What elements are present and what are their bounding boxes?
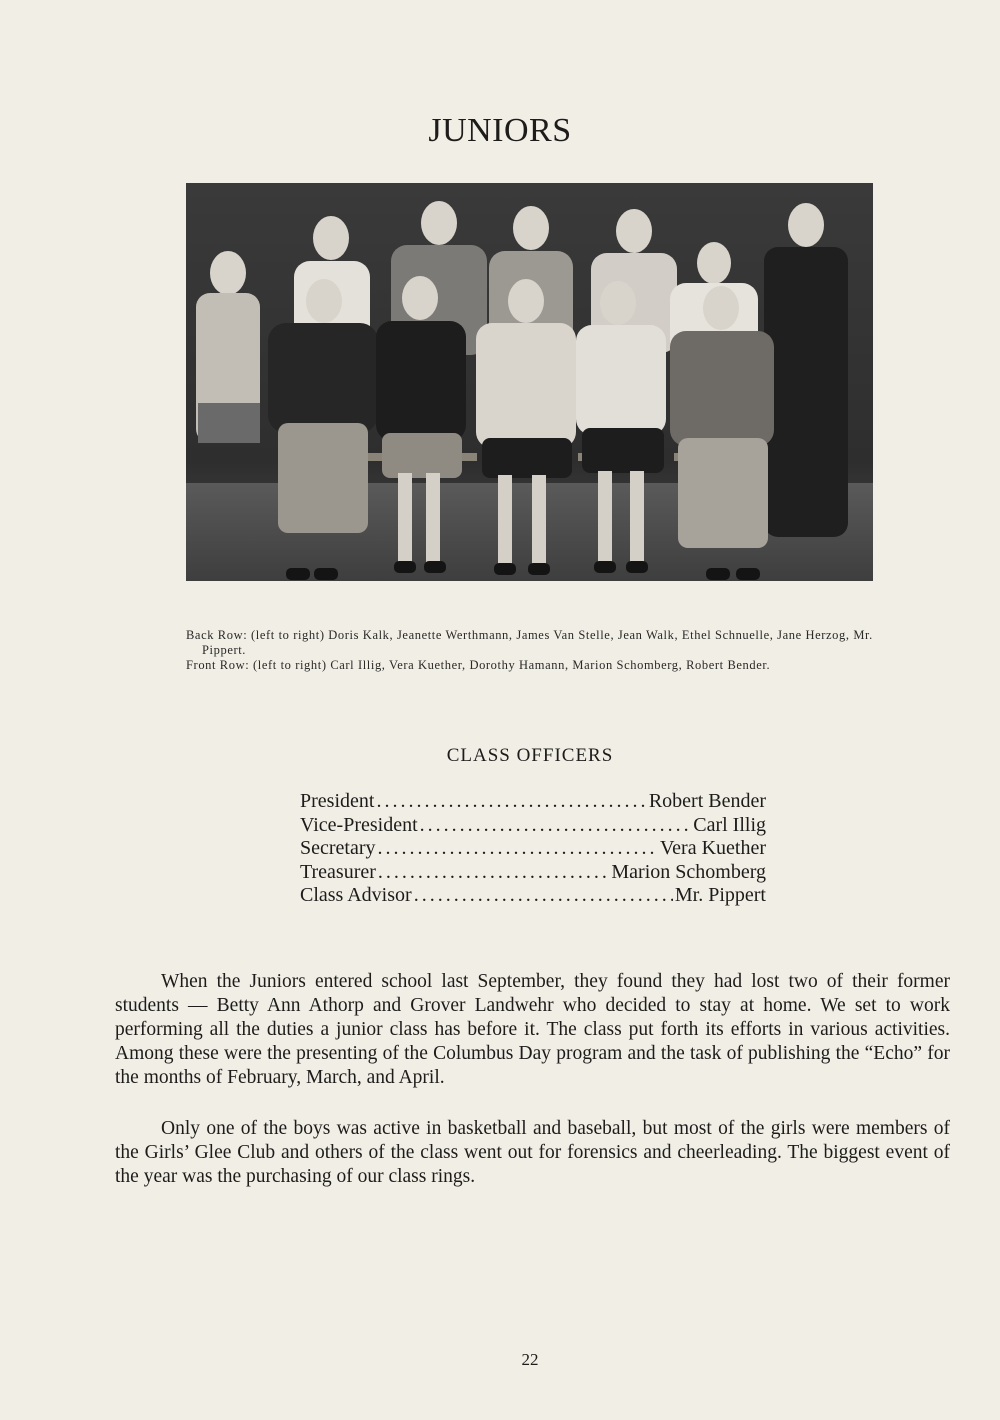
officer-name: Carl Illig bbox=[693, 813, 766, 836]
officer-row bbox=[300, 814, 766, 838]
leader-dots bbox=[414, 884, 673, 908]
officer-row bbox=[300, 884, 766, 908]
class-officers-list bbox=[300, 790, 766, 908]
leader-dots bbox=[420, 814, 692, 838]
class-officers-heading: CLASS OFFICERS bbox=[446, 745, 614, 766]
photo-caption bbox=[186, 628, 886, 673]
class-photo-image bbox=[186, 183, 873, 581]
officer-role: Treasurer bbox=[300, 860, 376, 883]
officer-row bbox=[300, 790, 766, 814]
officer-name: Marion Schomberg bbox=[611, 860, 766, 883]
leader-dots bbox=[378, 837, 658, 861]
officer-role: Class Advisor bbox=[300, 884, 412, 906]
officer-name: Vera Kuether bbox=[659, 837, 766, 859]
officer-row bbox=[300, 837, 766, 861]
leader-dots bbox=[378, 861, 609, 885]
paragraph: Only one of the boys was active in basketball and baseball, but most of the girls were members of the Girls’ Glee Club and others of the class went out for forensics and cheerleading. The biggest event of the year was the purchasing of our class rings. bbox=[115, 1118, 950, 1187]
body-text bbox=[115, 970, 950, 1216]
officer-role: Vice-President bbox=[300, 813, 418, 836]
page-title: JUNIORS bbox=[428, 112, 572, 149]
caption-front-row: Front Row: (left to right) Carl Illig, Vera Kuether, Dorothy Hamann, Marion Schomberg, Robert Bender. bbox=[186, 658, 771, 672]
paragraph: When the Juniors entered school last September, they found they had lost two of their former students — Betty Ann Athorp and Grover Landwehr who decided to stay at home. We set to work performing all the duties a junior class has before it. The class put forth its efforts in various activities. Among these were the presenting of the Columbus Day program and the task of publishing the “Echo” for the months of February, March, and April. bbox=[115, 971, 950, 1088]
officer-row bbox=[300, 861, 766, 885]
officer-name: Mr. Pippert bbox=[674, 884, 766, 906]
caption-back-row: Back Row: (left to right) Doris Kalk, Jeanette Werthmann, James Van Stelle, Jean Walk, Ethel Schnuelle, Jane Herzog, Mr. Pippert. bbox=[186, 628, 873, 657]
leader-dots bbox=[376, 790, 646, 814]
class-photo bbox=[186, 183, 873, 581]
page-number: 22 bbox=[521, 1350, 539, 1369]
officer-name: Robert Bender bbox=[648, 790, 766, 812]
officer-role: President bbox=[300, 790, 375, 812]
officer-role: Secretary bbox=[300, 837, 376, 859]
